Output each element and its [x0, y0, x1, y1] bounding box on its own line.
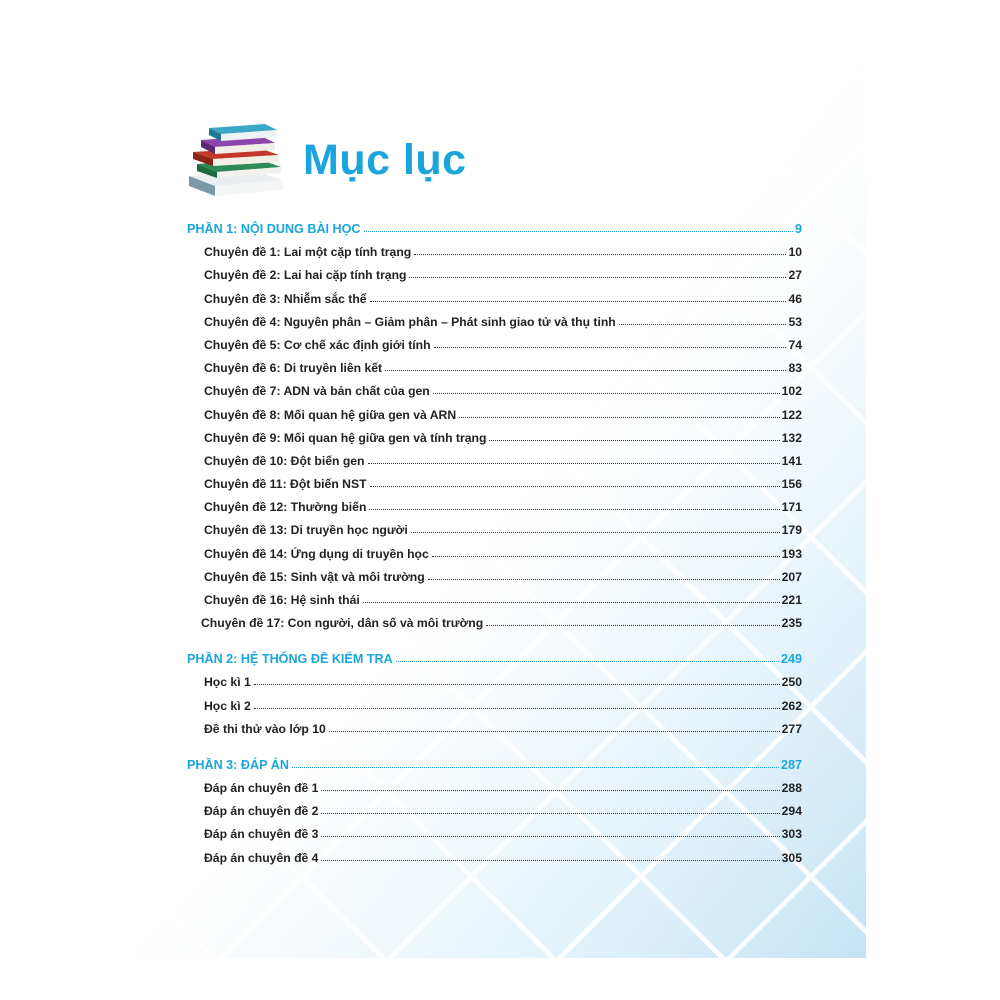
- toc-entry[interactable]: [187, 537, 802, 560]
- dot-leader: [368, 463, 780, 464]
- toc-entry[interactable]: [187, 514, 802, 537]
- toc-page-number: 102: [781, 384, 802, 399]
- dot-leader: [411, 532, 780, 533]
- dot-leader: [432, 556, 780, 557]
- toc-part-3: [187, 750, 802, 865]
- toc-entry[interactable]: [187, 491, 802, 514]
- toc-entry[interactable]: [187, 398, 802, 421]
- dot-leader: [321, 790, 779, 791]
- toc-page-number: 262: [781, 698, 802, 713]
- toc-part-title: PHẦN 2: HỆ THỐNG ĐỀ KIỂM TRA: [187, 652, 393, 667]
- toc-page-number: 294: [781, 804, 802, 819]
- dot-leader: [414, 254, 786, 255]
- toc-page-number: 287: [780, 757, 802, 772]
- toc-entry-title: Chuyên đề 17: Con người, dân số và môi trường: [201, 616, 484, 631]
- dot-leader: [396, 661, 779, 662]
- toc-entry[interactable]: [187, 607, 802, 630]
- toc-page-number: 303: [781, 827, 802, 842]
- toc-page-number: 156: [781, 477, 802, 492]
- dot-leader: [254, 684, 780, 685]
- toc-entry[interactable]: [187, 468, 802, 491]
- toc-entry-title: Chuyên đề 12: Thường biến: [204, 500, 367, 515]
- toc-page-number: 179: [781, 523, 802, 538]
- toc-entry-title: Chuyên đề 5: Cơ chế xác định giới tính: [204, 337, 431, 352]
- dot-leader: [254, 708, 780, 709]
- toc-page-number: 250: [781, 675, 802, 690]
- dot-leader: [486, 625, 780, 626]
- table-of-contents: [187, 214, 802, 879]
- toc-entry-title: Chuyên đề 3: Nhiễm sắc thể: [204, 291, 367, 306]
- toc-entry[interactable]: [187, 584, 802, 607]
- toc-entry[interactable]: [187, 329, 802, 352]
- toc-entry[interactable]: [187, 282, 802, 305]
- dot-leader: [329, 731, 780, 732]
- toc-entry[interactable]: [187, 306, 802, 329]
- toc-part-heading[interactable]: [187, 750, 802, 772]
- toc-entry-title: Chuyên đề 1: Lai một cặp tính trạng: [204, 245, 412, 260]
- toc-page-number: 288: [781, 780, 802, 795]
- toc-page-number: 9: [794, 222, 802, 236]
- toc-page-number: 46: [788, 291, 802, 306]
- dot-leader: [370, 486, 780, 487]
- toc-part-heading[interactable]: [187, 214, 802, 236]
- page-header: [187, 114, 587, 224]
- page-title: Mục lục: [303, 136, 467, 184]
- dot-leader: [428, 579, 780, 580]
- toc-entry-title: Đáp án chuyên đề 4: [204, 850, 319, 865]
- toc-part-1: [187, 214, 802, 630]
- dot-leader: [321, 860, 779, 861]
- toc-page-number: 53: [788, 314, 802, 329]
- toc-page-number: 122: [781, 407, 802, 422]
- toc-page-number: 193: [781, 546, 802, 561]
- toc-page-number: 74: [788, 337, 802, 352]
- toc-entry[interactable]: [187, 841, 802, 864]
- toc-entry[interactable]: [187, 666, 802, 689]
- toc-entry[interactable]: [187, 689, 802, 712]
- toc-page-number: 83: [788, 361, 802, 376]
- toc-entry-title: Đáp án chuyên đề 1: [204, 780, 319, 795]
- toc-entry[interactable]: [187, 795, 802, 818]
- toc-entry[interactable]: [187, 818, 802, 841]
- toc-page-number: 235: [781, 616, 802, 631]
- toc-part-title: PHẦN 1: NỘI DUNG BÀI HỌC: [187, 222, 361, 236]
- toc-entry[interactable]: [187, 713, 802, 736]
- toc-entry-title: Đáp án chuyên đề 3: [204, 827, 319, 842]
- toc-entry-title: Chuyên đề 13: Di truyền học người: [204, 523, 408, 538]
- toc-entry[interactable]: [187, 259, 802, 282]
- toc-page-number: 132: [781, 430, 802, 445]
- toc-page-number: 221: [781, 593, 802, 607]
- toc-page-number: 10: [788, 245, 802, 260]
- dot-leader: [292, 767, 779, 768]
- dot-leader: [364, 231, 793, 232]
- toc-page-number: 27: [788, 268, 802, 283]
- toc-entry-title: Học kì 2: [204, 698, 251, 713]
- toc-entry-title: Chuyên đề 11: Đột biến NST: [204, 477, 367, 492]
- dot-leader: [369, 509, 779, 510]
- dot-leader: [385, 370, 786, 371]
- toc-entry[interactable]: [187, 445, 802, 468]
- toc-entry-title: Chuyên đề 8: Mối quan hệ giữa gen và ARN: [204, 407, 457, 422]
- dot-leader: [434, 347, 787, 348]
- toc-entry-title: Chuyên đề 14: Ứng dụng di truyền học: [204, 546, 429, 561]
- toc-entry[interactable]: [187, 772, 802, 795]
- toc-entry-title: Đáp án chuyên đề 2: [204, 804, 319, 819]
- dot-leader: [409, 277, 786, 278]
- toc-page-number: 171: [781, 500, 802, 515]
- toc-entry-title: Chuyên đề 9: Mối quan hệ giữa gen và tính trạng: [204, 430, 487, 445]
- toc-entry[interactable]: [187, 561, 802, 584]
- toc-entry-title: Chuyên đề 2: Lai hai cặp tính trạng: [204, 268, 407, 283]
- dot-leader: [321, 836, 779, 837]
- dot-leader: [321, 813, 779, 814]
- toc-entry-title: Chuyên đề 7: ADN và bản chất của gen: [204, 384, 430, 399]
- toc-entry[interactable]: [187, 375, 802, 398]
- dot-leader: [489, 440, 779, 441]
- books-stack-icon: [187, 114, 297, 214]
- dot-leader: [459, 417, 780, 418]
- toc-page: [132, 28, 866, 958]
- toc-part-title: PHẦN 3: ĐÁP ÁN: [187, 757, 289, 772]
- toc-page-number: 141: [781, 453, 802, 468]
- toc-page-number: 305: [781, 850, 802, 865]
- dot-leader: [370, 301, 787, 302]
- toc-page-number: 249: [780, 652, 802, 667]
- dot-leader: [619, 324, 787, 325]
- toc-entry-title: Đề thi thử vào lớp 10: [204, 721, 326, 736]
- toc-entry[interactable]: [187, 352, 802, 375]
- toc-page-number: 277: [781, 721, 802, 736]
- toc-entry[interactable]: [187, 236, 802, 259]
- dot-leader: [363, 602, 780, 603]
- toc-entry[interactable]: [187, 422, 802, 445]
- toc-entry-title: Chuyên đề 15: Sinh vật và môi trường: [204, 569, 425, 584]
- toc-part-heading[interactable]: [187, 644, 802, 666]
- toc-entry-title: Chuyên đề 6: Di truyền liên kết: [204, 361, 383, 376]
- toc-page-number: 207: [781, 569, 802, 584]
- toc-part-2: [187, 644, 802, 736]
- toc-entry-title: Chuyên đề 10: Đột biến gen: [204, 453, 365, 468]
- toc-entry-title: Chuyên đề 4: Nguyên phân – Giảm phân – Phát sinh giao tử và thụ tinh: [204, 314, 616, 329]
- toc-entry-title: Chuyên đề 16: Hệ sinh thái: [204, 593, 360, 607]
- toc-entry-title: Học kì 1: [204, 675, 251, 690]
- dot-leader: [433, 393, 780, 394]
